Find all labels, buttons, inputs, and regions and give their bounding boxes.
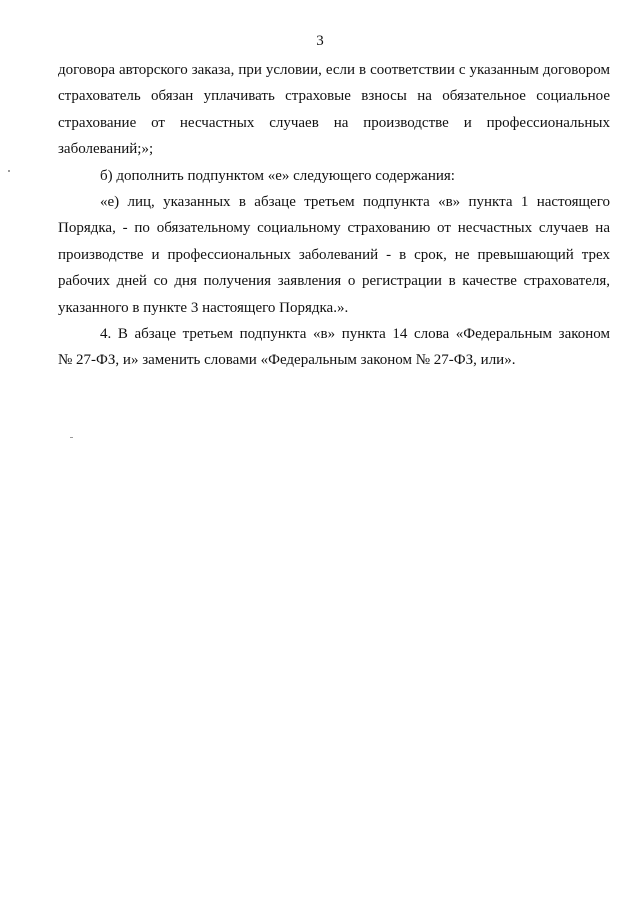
text-line: 4. В абзаце третьем подпункта «в» пункта 14 слова «Федеральным законом [100, 325, 610, 342]
text-line: договора авторского заказа, при условии, если в соответствии с указанным договором [58, 62, 610, 78]
text-line: рабочих дней со дня получения заявления о регистрации в качестве страхователя, [58, 273, 610, 290]
text-line: Порядка, - по обязательному социальному страхованию от несчастных случаев на [58, 220, 610, 237]
text-line: заболеваний;»; [58, 141, 154, 158]
text-line: № 27-ФЗ, и» заменить словами «Федеральным законом № 27-ФЗ, или». [58, 352, 516, 369]
text-line: «е) лиц, указанных в абзаце третьем подпункта «в» пункта 1 настоящего [100, 193, 610, 210]
scan-artifact [70, 437, 73, 438]
document-body [58, 57, 610, 374]
text-line: страхование от несчастных случаев на производстве и профессиональных [58, 114, 610, 131]
text-line: страхователь обязан уплачивать страховые взносы на обязательное социальное [58, 88, 610, 105]
scan-artifact [8, 170, 10, 172]
page-number: 3 [316, 33, 324, 49]
text-line: производстве и профессиональных заболеваний - в срок, не превышающий трех [58, 246, 610, 263]
text-line: б) дополнить подпунктом «е» следующего содержания: [100, 167, 455, 184]
text-line: указанного в пункте 3 настоящего Порядка.». [58, 299, 349, 316]
